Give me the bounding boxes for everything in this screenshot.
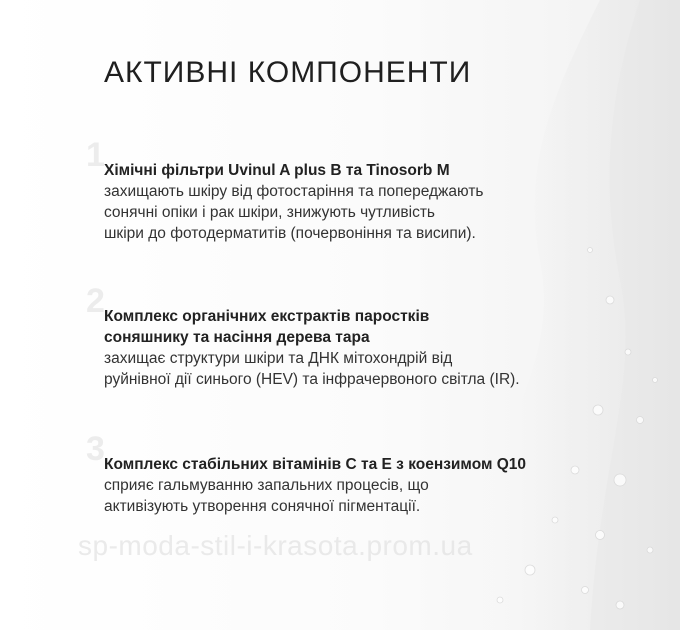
component-item-3 [104,454,574,517]
component-number-1: 1 [86,136,105,174]
component-description: шкіри до фотодерматитів (почервоніння та висипи). [104,225,476,242]
component-description: сонячні опіки і рак шкіри, знижують чутливість [104,204,435,221]
watermark: sp-moda-stil-i-krasota.prom.ua [78,530,473,561]
component-heading: Комплекс стабільних вітамінів С та Е з коензимом Q10 [104,456,527,473]
component-heading: Хімічні фільтри Uvinul A plus B та Tinosorb M [104,162,450,179]
component-item-1 [104,160,574,244]
component-heading: соняшнику та насіння дерева тара [104,329,370,346]
component-description: активізують утворення сонячної пігментації. [104,498,421,515]
component-description: руйнівної дії синього (HEV) та інфрачервоного світла (IR). [104,371,520,388]
component-description: захищає структури шкіри та ДНК мітохондрій від [104,350,453,367]
component-item-2 [104,306,574,390]
component-description: захищають шкіру від фотостаріння та попереджають [104,183,484,200]
page-title: АКТИВНІ КОМПОНЕНТИ [104,56,472,89]
component-description: сприяє гальмуванню запальних процесів, що [104,477,429,494]
component-heading: Комплекс органічних екстрактів паростків [104,308,430,325]
component-number-3: 3 [86,430,105,468]
component-number-2: 2 [86,282,105,320]
